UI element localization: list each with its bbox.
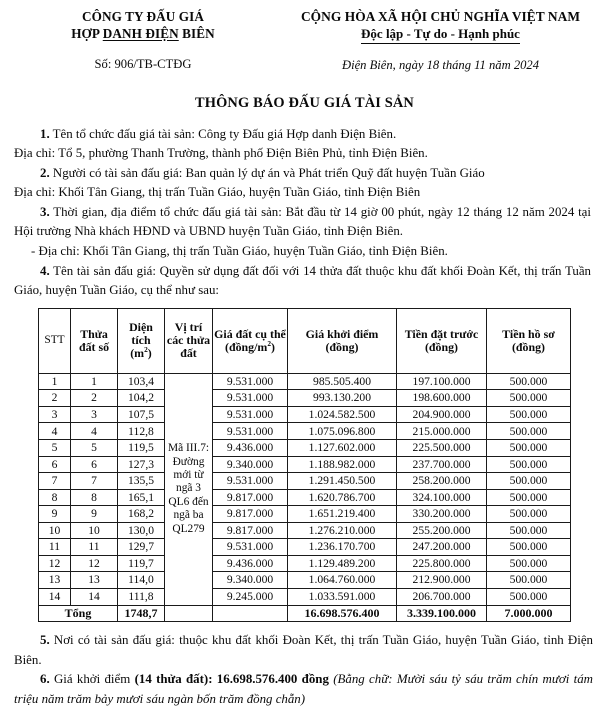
cell-deposit: 324.100.000 xyxy=(397,489,487,506)
table-row xyxy=(39,489,571,506)
cell-parcel-number: 11 xyxy=(71,539,118,556)
cell-stt: 10 xyxy=(39,522,71,539)
cell-deposit: 330.200.000 xyxy=(397,506,487,523)
cell-parcel-number: 1 xyxy=(71,373,118,390)
organization-line-1: CÔNG TY ĐẤU GIÁ xyxy=(81,9,205,24)
cell-area: 119,7 xyxy=(118,555,165,572)
cell-stt: 14 xyxy=(39,588,71,605)
table-row xyxy=(39,373,571,390)
cell-starting-price: 1.033.591.000 xyxy=(288,588,397,605)
issuing-organization xyxy=(14,9,272,42)
cell-starting-price: 1.276.210.000 xyxy=(288,522,397,539)
cell-stt: 3 xyxy=(39,406,71,423)
cell-stt: 13 xyxy=(39,572,71,589)
cell-file-fee: 500.000 xyxy=(487,456,571,473)
national-title: CỘNG HÒA XÃ HỘI CHỦ NGHĨA VIỆT NAM xyxy=(300,9,581,24)
cell-deposit: 197.100.000 xyxy=(397,373,487,390)
table-row xyxy=(39,406,571,423)
column-header-starting-price xyxy=(288,308,397,373)
cell-deposit: 198.600.000 xyxy=(397,390,487,407)
cell-deposit: 204.900.000 xyxy=(397,406,487,423)
column-header-deposit-unit: (đồng) xyxy=(424,339,459,354)
cell-file-fee: 500.000 xyxy=(487,406,571,423)
section-3-number: 3. xyxy=(40,204,50,219)
cell-file-fee: 500.000 xyxy=(487,423,571,440)
table-row xyxy=(39,473,571,490)
cell-unit-price: 9.531.000 xyxy=(213,473,288,490)
national-motto: Độc lập - Tự do - Hạnh phúc xyxy=(361,26,520,44)
cell-parcel-number: 12 xyxy=(71,555,118,572)
cell-stt: 6 xyxy=(39,456,71,473)
cell-parcel-number: 4 xyxy=(71,423,118,440)
cell-file-fee: 500.000 xyxy=(487,373,571,390)
cell-stt: 8 xyxy=(39,489,71,506)
cell-deposit: 215.000.000 xyxy=(397,423,487,440)
cell-stt: 5 xyxy=(39,440,71,457)
document-body xyxy=(0,125,609,301)
column-header-deposit xyxy=(397,308,487,373)
column-header-area-unit-exponent: 2 xyxy=(144,345,148,355)
cell-deposit: 225.800.000 xyxy=(397,555,487,572)
table-row xyxy=(39,588,571,605)
cell-area: 165,1 xyxy=(118,489,165,506)
cell-unit-price: 9.531.000 xyxy=(213,539,288,556)
column-header-area-unit-suffix: ) xyxy=(147,346,152,361)
cell-stt: 12 xyxy=(39,555,71,572)
total-area: 1748,7 xyxy=(118,605,165,622)
cell-area: 111,8 xyxy=(118,588,165,605)
cell-parcel-number: 9 xyxy=(71,506,118,523)
cell-unit-price: 9.340.000 xyxy=(213,572,288,589)
cell-file-fee: 500.000 xyxy=(487,572,571,589)
column-header-area-unit-prefix: (m xyxy=(130,346,145,361)
cell-stt: 11 xyxy=(39,539,71,556)
land-parcels-table xyxy=(38,308,571,622)
cell-unit-price: 9.817.000 xyxy=(213,506,288,523)
cell-starting-price: 1.127.602.000 xyxy=(288,440,397,457)
section-6-text-prefix: Giá khởi điểm xyxy=(49,672,135,687)
section-1-paragraph xyxy=(14,125,591,145)
cell-starting-price: 1.236.170.700 xyxy=(288,539,397,556)
section-2-number: 2. xyxy=(40,165,50,180)
column-header-unit-price xyxy=(213,308,288,373)
cell-deposit: 258.200.000 xyxy=(397,473,487,490)
section-1-number: 1. xyxy=(40,126,50,141)
cell-unit-price: 9.340.000 xyxy=(213,456,288,473)
cell-parcel-number: 8 xyxy=(71,489,118,506)
cell-unit-price: 9.436.000 xyxy=(213,555,288,572)
cell-file-fee: 500.000 xyxy=(487,588,571,605)
cell-parcel-number: 2 xyxy=(71,390,118,407)
cell-area: 104,2 xyxy=(118,390,165,407)
table-row xyxy=(39,522,571,539)
cell-starting-price: 1.620.786.700 xyxy=(288,489,397,506)
cell-parcel-number: 6 xyxy=(71,456,118,473)
table-row xyxy=(39,572,571,589)
section-2-address: Địa chỉ: Khối Tân Giang, thị trấn Tuần Giáo, huyện Tuần Giáo, tỉnh Điện Biên xyxy=(14,185,421,200)
cell-starting-price: 1.651.219.400 xyxy=(288,506,397,523)
cell-file-fee: 500.000 xyxy=(487,506,571,523)
cell-file-fee: 500.000 xyxy=(487,539,571,556)
section-5-number: 5. xyxy=(40,633,50,648)
section-4-number: 4. xyxy=(40,263,50,278)
document-footer xyxy=(0,631,609,709)
cell-file-fee: 500.000 xyxy=(487,440,571,457)
cell-area: 168,2 xyxy=(118,506,165,523)
cell-file-fee: 500.000 xyxy=(487,555,571,572)
cell-starting-price: 1.024.582.500 xyxy=(288,406,397,423)
cell-area: 103,4 xyxy=(118,373,165,390)
cell-unit-price: 9.817.000 xyxy=(213,522,288,539)
organization-line-2-suffix: BIÊN xyxy=(178,25,215,41)
section-5-text: Nơi có tài sản đấu giá: thuộc khu đất khối Đoàn Kết, thị trấn Tuần Giáo, huyện Tuần Giáo, tỉnh Điện Biên. xyxy=(14,633,593,667)
section-3-text: Thời gian, địa điểm tổ chức đấu giá tài sản: Bắt đầu từ 14 giờ 00 phút, ngày 12 tháng 12 năm 2024 tại Hội trường Nhà khách HĐND và UBND huyện Tuần Giáo, tỉnh Điện Biên. xyxy=(14,204,591,239)
cell-unit-price: 9.245.000 xyxy=(213,588,288,605)
cell-file-fee: 500.000 xyxy=(487,489,571,506)
cell-starting-price: 1.129.489.200 xyxy=(288,555,397,572)
column-header-unit-price-unit-suffix: ) xyxy=(271,339,275,354)
cell-stt: 9 xyxy=(39,506,71,523)
table-row xyxy=(39,423,571,440)
table-header-row xyxy=(39,308,571,373)
cell-parcel-number: 14 xyxy=(71,588,118,605)
total-starting-price: 16.698.576.400 xyxy=(288,605,397,622)
table-total-row xyxy=(39,605,571,622)
cell-starting-price: 1.291.450.500 xyxy=(288,473,397,490)
section-1-text: Tên tổ chức đấu giá tài sản: Công ty Đấu giá Hợp danh Điện Biên. xyxy=(49,126,397,141)
cell-starting-price: 1.064.760.000 xyxy=(288,572,397,589)
column-header-file-fee-unit: (đồng) xyxy=(511,339,546,354)
cell-parcel-number: 3 xyxy=(71,406,118,423)
cell-area: 135,5 xyxy=(118,473,165,490)
cell-deposit: 255.200.000 xyxy=(397,522,487,539)
cell-unit-price: 9.436.000 xyxy=(213,440,288,457)
column-header-deposit-label: Tiền đặt trước xyxy=(404,326,479,341)
organization-line-2-prefix: HỢP xyxy=(71,25,103,41)
land-parcels-table-wrapper xyxy=(0,308,609,622)
section-3-paragraph xyxy=(14,203,591,242)
cell-deposit: 225.500.000 xyxy=(397,440,487,457)
cell-starting-price: 1.188.982.000 xyxy=(288,456,397,473)
column-header-area-label: Diện tích xyxy=(129,320,153,348)
section-6-amount-in-words: (Bằng chữ: Mười sáu tỷ sáu trăm chín mươi tám triệu năm trăm bảy mươi sáu ngàn bốn trăm đồng chẵn) xyxy=(14,672,593,706)
column-header-position: Vị trí các thửa đất xyxy=(165,308,213,373)
cell-file-fee: 500.000 xyxy=(487,473,571,490)
cell-deposit: 206.700.000 xyxy=(397,588,487,605)
column-header-starting-price-unit: (đồng) xyxy=(325,339,359,354)
document-number: Số: 906/TB-CTĐG xyxy=(94,57,192,71)
section-6-starting-price: (14 thửa đất): 16.698.576.400 đồng xyxy=(134,672,329,687)
column-header-file-fee-label: Tiền hồ sơ xyxy=(502,326,555,341)
section-1-address: Địa chỉ: Tổ 5, phường Thanh Trường, thành phố Điện Biên Phủ, tỉnh Điện Biên. xyxy=(14,146,428,161)
cell-starting-price: 1.075.096.800 xyxy=(288,423,397,440)
column-header-parcel-number: Thửa đất số xyxy=(71,308,118,373)
header-left-block xyxy=(0,9,272,73)
column-header-file-fee xyxy=(487,308,571,373)
cell-unit-price: 9.531.000 xyxy=(213,373,288,390)
cell-stt: 2 xyxy=(39,390,71,407)
cell-area: 130,0 xyxy=(118,522,165,539)
cell-starting-price: 985.505.400 xyxy=(288,373,397,390)
cell-deposit: 212.900.000 xyxy=(397,572,487,589)
cell-file-fee: 500.000 xyxy=(487,390,571,407)
cell-parcel-number: 10 xyxy=(71,522,118,539)
cell-parcel-number: 13 xyxy=(71,572,118,589)
section-5-paragraph xyxy=(14,631,593,670)
table-row xyxy=(39,539,571,556)
cell-stt: 7 xyxy=(39,473,71,490)
table-header-row-group xyxy=(39,308,571,373)
place-and-date: Điện Biên, ngày 18 tháng 11 năm 2024 xyxy=(341,57,540,72)
cell-area: 119,5 xyxy=(118,440,165,457)
column-header-area xyxy=(118,308,165,373)
cell-area: 112,8 xyxy=(118,423,165,440)
cell-parcel-number: 5 xyxy=(71,440,118,457)
total-unit-price xyxy=(213,605,288,622)
total-file-fee: 7.000.000 xyxy=(487,605,571,622)
column-header-unit-price-unit-prefix: (đồng/m xyxy=(225,339,268,354)
table-body xyxy=(39,373,571,621)
table-row xyxy=(39,555,571,572)
table-row xyxy=(39,506,571,523)
column-header-starting-price-label: Giá khởi điểm xyxy=(305,326,379,341)
cell-position-merged: Mã III.7: Đường mới từ ngã 3 QL6 đến ngã ba QL279 xyxy=(165,373,213,605)
header-right-block xyxy=(272,9,609,73)
cell-unit-price: 9.817.000 xyxy=(213,489,288,506)
section-4-paragraph xyxy=(14,262,591,301)
cell-file-fee: 500.000 xyxy=(487,522,571,539)
column-header-stt: STT xyxy=(39,308,71,373)
section-6-paragraph xyxy=(14,670,593,709)
cell-stt: 1 xyxy=(39,373,71,390)
cell-area: 127,3 xyxy=(118,456,165,473)
section-4-text: Tên tài sản đấu giá: Quyền sử dụng đất đối với 14 thửa đất thuộc khu đất khối Đoàn Kết, thị trấn Tuần Giáo, huyện Tuần Giáo, cụ thể như sau: xyxy=(14,263,591,298)
cell-starting-price: 993.130.200 xyxy=(288,390,397,407)
table-row xyxy=(39,456,571,473)
cell-parcel-number: 7 xyxy=(71,473,118,490)
cell-deposit: 247.200.000 xyxy=(397,539,487,556)
cell-deposit: 237.700.000 xyxy=(397,456,487,473)
cell-area: 107,5 xyxy=(118,406,165,423)
section-3-address: - Địa chỉ: Khối Tân Giang, thị trấn Tuần Giáo, huyện Tuần Giáo, tỉnh Điện Biên. xyxy=(31,244,448,259)
page-title: THÔNG BÁO ĐẤU GIÁ TÀI SẢN xyxy=(195,94,414,111)
column-header-unit-price-unit-exponent: 2 xyxy=(267,338,272,348)
cell-area: 114,0 xyxy=(118,572,165,589)
section-2-text: Người có tài sản đấu giá: Ban quản lý dự án và Phát triển Quỹ đất huyện Tuần Giáo xyxy=(49,165,485,180)
document-header xyxy=(0,0,609,73)
cell-stt: 4 xyxy=(39,423,71,440)
organization-line-2-underlined: DANH ĐIỆN xyxy=(102,25,179,41)
total-label: Tổng xyxy=(39,605,118,622)
cell-unit-price: 9.531.000 xyxy=(213,406,288,423)
table-row xyxy=(39,440,571,457)
table-row xyxy=(39,390,571,407)
section-2-paragraph xyxy=(14,164,591,184)
total-position xyxy=(165,605,213,622)
cell-unit-price: 9.531.000 xyxy=(213,390,288,407)
cell-unit-price: 9.531.000 xyxy=(213,423,288,440)
column-header-unit-price-label: Giá đất cụ thể xyxy=(214,326,286,341)
cell-area: 129,7 xyxy=(118,539,165,556)
section-6-number: 6. xyxy=(40,672,50,687)
total-deposit: 3.339.100.000 xyxy=(397,605,487,622)
